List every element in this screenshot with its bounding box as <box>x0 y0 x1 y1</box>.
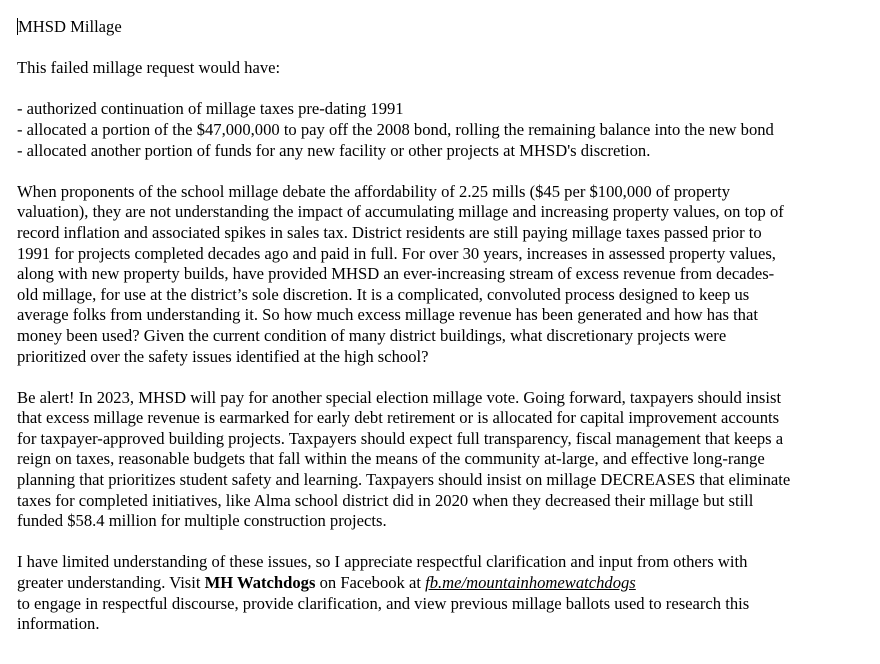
paragraph-line: record inflation and associated spikes in sales tax. District residents are still paying millage taxes passed prior to <box>17 222 762 242</box>
document-title: MHSD Millage <box>18 17 122 36</box>
paragraph-line: reign on taxes, reasonable budgets that fall within the means of the community at-large, and effective long-range <box>17 449 765 469</box>
closing-text: greater understanding. Visit <box>17 573 205 593</box>
facebook-link-prefix: fb.me/ <box>425 573 467 593</box>
paragraph-line: to engage in respectful discourse, provide clarification, and view previous millage ballots used to research this <box>17 593 750 613</box>
paragraph-line: along with new property builds, have provided MHSD an ever-increasing stream of excess revenue from decades- <box>17 264 775 284</box>
closing-text: on Facebook at <box>315 573 426 593</box>
paragraph-line: planning that prioritizes student safety and learning. Taxpayers should insist on millage DECREASES that eliminate <box>17 470 791 490</box>
facebook-link[interactable] <box>425 573 636 592</box>
group-name: MH Watchdogs <box>204 573 316 593</box>
paragraph-line: money been used? Given the current condition of many district buildings, what discretionary projects were <box>17 325 727 345</box>
paragraph-line: Be alert! In 2023, MHSD will pay for another special election millage vote. Going forward, taxpayers should insist <box>17 387 782 407</box>
bullet-item: - authorized continuation of millage taxes pre-dating 1991 <box>17 99 404 119</box>
facebook-link-path: mountainhomewatchdogs <box>466 573 636 593</box>
paragraph-line: funded $58.4 million for multiple construction projects. <box>17 511 387 531</box>
paragraph-affordability <box>17 182 872 367</box>
document-body[interactable] <box>17 17 872 635</box>
paragraph-line: prioritized over the safety issues identified at the high school? <box>17 346 429 366</box>
paragraph-line: for taxpayer-approved building projects. Taxpayers should expect full transparency, fiscal management that keeps a <box>17 428 784 448</box>
paragraph-be-alert <box>17 388 872 532</box>
paragraph-line <box>17 573 872 594</box>
bullet-item: - allocated a portion of the $47,000,000 to pay off the 2008 bond, rolling the remaining balance into the new bond <box>17 119 774 139</box>
paragraph-line: average folks from understanding it. So how much excess millage revenue has been generated and how has that <box>17 305 758 325</box>
paragraph-line: valuation), they are not understanding the impact of accumulating millage and increasing property values, on top of <box>17 202 784 222</box>
document-title-line <box>17 17 872 38</box>
paragraph-line: information. <box>17 614 100 634</box>
paragraph-line: I have limited understanding of these issues, so I appreciate respectful clarification and input from others with <box>17 552 748 572</box>
paragraph-line: taxes for completed initiatives, like Alma school district did in 2020 when they decreased their millage but still <box>17 490 754 510</box>
paragraph-line: 1991 for projects completed decades ago and paid in full. For over 30 years, increases in assessed property values, <box>17 243 776 263</box>
paragraph-line: When proponents of the school millage debate the affordability of 2.25 mills ($45 per $100,000 of property <box>17 181 731 201</box>
paragraph-line: that excess millage revenue is earmarked for early debt retirement or is allocated for capital improvement accounts <box>17 408 780 428</box>
paragraph-closing <box>17 552 872 634</box>
blank-line <box>17 161 872 182</box>
blank-line <box>17 532 872 553</box>
blank-line <box>17 79 872 100</box>
blank-line <box>17 367 872 388</box>
intro-text: This failed millage request would have: <box>17 58 281 78</box>
paragraph-line: old millage, for use at the district’s sole discretion. It is a complicated, convoluted process designed to keep us <box>17 284 750 304</box>
blank-line <box>17 38 872 59</box>
bullet-item: - allocated another portion of funds for any new facility or other projects at MHSD's discretion. <box>17 140 651 160</box>
